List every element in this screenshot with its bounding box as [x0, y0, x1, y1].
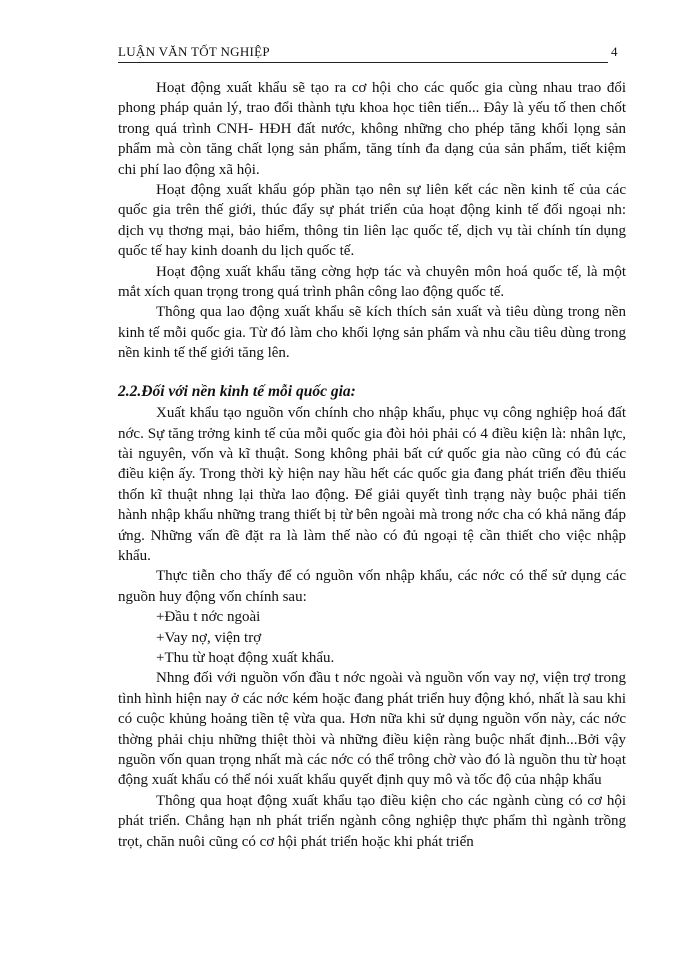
list-item: +Đầu t nớc ngoài	[156, 609, 261, 626]
section-heading: 2.2.Đối với nền kinh tế mỗi quốc gia:	[118, 382, 356, 400]
paragraph: Thông qua hoạt động xuất khẩu tạo điều kiện cho các ngành cùng có cơ hội phát triển. Chẳng hạn nh phát triển ngành công nghiệp thực phẩm thì ngành trồng trọt, chăn nuôi cũng có cơ hội phát triển hoặc khi phát triển	[118, 792, 626, 850]
paragraph: Thực tiễn cho thấy để có nguồn vốn nhập khẩu, các nớc có thể sử dụng các nguồn huy động vốn chính sau:	[118, 568, 626, 605]
paragraph: Hoạt động xuất khẩu sẽ tạo ra cơ hội cho các quốc gia cùng nhau trao đổi phong pháp quản lý, trao đổi thành tựu khoa học tiên tiến... Đây là yếu tố then chốt trong quá trình CNH- HĐH đất nước, không những cho phép tăng khối lọng sản phẩm mà còn tăng chất lọng sản phẩm, tăng tính đa dạng của sản phẩm, tiết kiệm chi phí lao động xã hội.	[118, 80, 626, 178]
paragraph: Xuất khẩu tạo nguồn vốn chính cho nhập khẩu, phục vụ công nghiệp hoá đất nớc. Sự tăng trởng kinh tế của mỗi quốc gia đòi hỏi phải có 4 điều kiện là: nhân lực, tài nguyên, vốn và kĩ thuật. Song không phải bất cứ quốc gia nào cũng có đủ các điều kiện ấy. Trong thời kỳ hiện nay hầu hết các quốc gia đang phát triển đều thiếu thốn kĩ thuật nhng lại thừa lao động. Để giải quyết tình trạng này buộc phải tiến hành nhập khẩu những trang thiết bị từ bên ngoài mà trong nớc cha có khả năng đáp ứng. Những vấn đề đặt ra là làm thế nào có đủ ngoại tệ cần thiết cho việc nhập khẩu.	[118, 405, 626, 564]
paragraph: Thông qua lao động xuất khẩu sẽ kích thích sản xuất và tiêu dùng trong nền kinh tế mỗi quốc gia. Từ đó làm cho khối lợng sản phẩm và nhu cầu tiêu dùng trong nền kinh tế thế giới tăng lên.	[118, 304, 626, 362]
paragraph: Hoạt động xuất khẩu góp phần tạo nên sự liên kết các nền kinh tế của các quốc gia trên thế giới, thúc đẩy sự phát triển của hoạt động kinh tế đối ngoại nh: dịch vụ thơng mại, bảo hiểm, thông tin liên lạc quốc tế, dịch vụ tài chính tín dụng quốc tế hay kinh doanh du lịch quốc tế.	[118, 182, 626, 260]
paragraph: Nhng đối với nguồn vốn đầu t nớc ngoài và nguồn vốn vay nợ, viện trợ trong tình hình hiện nay ở các nớc kém hoặc đang phát triển huy động khó, nhất là sau khi có cuộc khủng hoảng tiền tệ vừa qua. Hơn nữa khi sử dụng nguồn vốn này, các nớc thờng phải chịu những thiệt thòi và những điều kiện ràng buộc nhất định...Bởi vậy nguồn vốn quan trọng nhất mà các nớc có thể trông chờ vào đó là nguồn thu từ hoạt động xuất khẩu có thể nói xuất khẩu quyết định quy mô và tốc độ của nhập khẩu	[118, 670, 626, 789]
page-number: 4	[611, 44, 618, 59]
paragraph: Hoạt động xuất khẩu tăng cờng hợp tác và chuyên môn hoá quốc tế, là một mắt xích quan trọng trong quá trình phân công lao động quốc tế.	[118, 263, 626, 301]
list-item: +Thu từ hoạt động xuất khẩu.	[156, 649, 335, 666]
page-header	[118, 42, 608, 63]
header-title: LUẬN VĂN TỐT NGHIỆP	[118, 44, 270, 59]
document-body	[118, 78, 626, 852]
list-item: +Vay nợ, viện trợ	[156, 629, 262, 646]
